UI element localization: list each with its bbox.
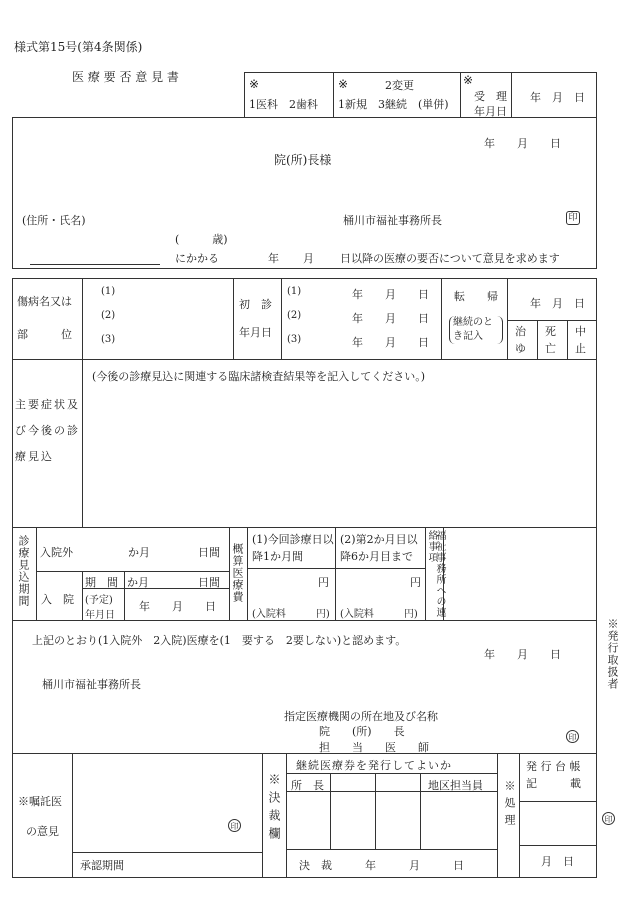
inpatient-days[interactable]: 日間 — [198, 576, 220, 589]
planned-label: (予定) — [85, 595, 113, 606]
ledger-label: 発 行 台 帳 — [526, 760, 581, 773]
outcome-date[interactable]: 年 月 日 — [530, 297, 585, 310]
cost-col-2-header: (2)第2か月目以降6か月目まで — [340, 533, 418, 563]
site-label: 部 位 — [17, 328, 72, 341]
visit-item-1: (1) — [287, 286, 302, 297]
institution-label: 指定医療機関の所在地及び名称 — [284, 710, 438, 723]
related-label: にかかる — [175, 252, 219, 265]
decision-label: ※決裁欄 — [267, 773, 281, 845]
received-label: 年月日 — [474, 105, 507, 118]
name-underline[interactable] — [30, 264, 160, 265]
inpatient-cost-2[interactable]: (入院料 円) — [340, 609, 418, 620]
doctor-seal: 印 — [566, 730, 579, 743]
issuer-seal: 印 — [566, 211, 580, 225]
received-date: 年 月 日 — [530, 91, 585, 104]
first-visit-label: 初 診 — [239, 298, 272, 311]
ledger-date[interactable]: 月 日 — [541, 855, 574, 868]
disease-label: 傷病名又は — [17, 295, 72, 308]
request-date: 年 月 日 — [484, 137, 561, 150]
form-number: 様式第15号(第4条関係) — [14, 40, 143, 54]
cost-col-1-yen[interactable]: 円 — [318, 576, 329, 589]
outcome-cured[interactable]: 治ゆ — [515, 325, 526, 355]
planned-label: 年月日 — [85, 610, 115, 621]
change-label: 2変更 — [385, 79, 414, 92]
outpatient-days[interactable]: 日間 — [198, 546, 220, 559]
outcome-note: 継続のとき記入 — [449, 316, 503, 344]
outpatient-months[interactable]: か月 — [128, 546, 150, 559]
first-visit-label: 年月日 — [239, 326, 272, 339]
visit-item-3: (3) — [287, 334, 302, 345]
stamp-cell[interactable] — [376, 792, 419, 848]
commission-seal: 印 — [228, 819, 241, 832]
commission-label: の意見 — [26, 825, 59, 838]
approval-date: 年 月 日 — [484, 648, 561, 661]
term-label: 期 間 — [85, 576, 118, 589]
director-col: 所 長 — [291, 779, 324, 792]
dept-options: 1医科 2歯科 — [249, 98, 318, 111]
outcome-died[interactable]: 死亡 — [545, 325, 556, 355]
diagnosis-section — [12, 278, 597, 360]
inpatient-months[interactable]: か月 — [127, 576, 149, 589]
processing-label: ※処理 — [503, 780, 516, 831]
district-staff-col: 地区担当員 — [428, 779, 483, 792]
disease-item-2[interactable]: (2) — [101, 310, 116, 321]
disease-item-3[interactable]: (3) — [101, 334, 116, 345]
request-text: 日以降の医療の要否について意見を求めます — [340, 252, 560, 265]
symptoms-label: 主要症状及び今後の診療見込 — [15, 398, 80, 463]
inpatient-label: 入 院 — [41, 593, 74, 606]
addressee: 院(所)長様 — [274, 153, 332, 167]
required-mark: ※ — [249, 77, 260, 91]
period-label: 診療見込期間 — [17, 535, 30, 607]
symptoms-input[interactable] — [84, 384, 594, 524]
director-stamp-cell[interactable] — [287, 792, 329, 848]
continue-question: 継続医療券を発行してよいか — [296, 759, 452, 772]
inpatient-cost-1[interactable]: (入院料 円) — [252, 609, 330, 620]
cost-col-1-header: (1)今回診療日以降1か月間 — [252, 533, 334, 563]
outpatient-label: 入院外 — [40, 546, 73, 559]
side-note: ※発行取扱者 — [606, 618, 619, 690]
address-name-label: (住所・氏名) — [22, 214, 86, 227]
director-label: 院 (所) 長 — [319, 725, 405, 738]
planned-date[interactable]: 年 月 日 — [139, 600, 216, 613]
visit-item-2: (2) — [287, 310, 302, 321]
commission-label: ※嘱託医 — [18, 795, 62, 808]
visit-date-3[interactable]: 年 月 日 — [352, 336, 429, 349]
cost-label: 概算医療費 — [231, 543, 244, 603]
visit-date-2[interactable]: 年 月 日 — [352, 312, 429, 325]
contact-input[interactable] — [462, 530, 594, 618]
year-label: 年 — [268, 252, 279, 265]
commission-opinion-input[interactable] — [74, 756, 260, 850]
outcome-label: 転 帰 — [454, 290, 498, 303]
doctor-label: 担 当 医 師 — [319, 741, 429, 754]
type-options: 1新規 3継続 (単併) — [338, 98, 449, 111]
required-mark: ※ — [463, 73, 474, 87]
decision-date[interactable]: 決 裁 年 月 日 — [299, 859, 464, 872]
approval-statement: 上記のとおり(1入院外 2入院)医療を(1 要する 2要しない)と認めます。 — [32, 634, 407, 647]
outcome-stopped[interactable]: 中止 — [575, 325, 586, 355]
side-seal: 印 — [602, 812, 615, 825]
form-title: 医 療 要 否 意 見 書 — [72, 70, 179, 84]
required-mark: ※ — [338, 77, 349, 91]
contact-label: 福祉事務所への連絡事項 — [426, 530, 445, 618]
issuer: 桶川市福祉事務所長 — [343, 214, 442, 227]
district-stamp-cell[interactable] — [421, 792, 496, 848]
disease-item-1[interactable]: (1) — [101, 286, 116, 297]
approval-issuer: 桶川市福祉事務所長 — [42, 678, 141, 691]
stamp-cell[interactable] — [331, 792, 374, 848]
ledger-label: 記 載 — [526, 777, 581, 790]
approval-period-label: 承認期間 — [80, 859, 124, 872]
age-field[interactable]: ( 歳) — [175, 233, 228, 246]
symptoms-note: (今後の診療見込に関連する臨床諸検査結果等を記入してください。) — [92, 370, 426, 383]
visit-date-1[interactable]: 年 月 日 — [352, 288, 429, 301]
cost-col-2-yen[interactable]: 円 — [410, 576, 421, 589]
month-label: 月 — [303, 252, 314, 265]
received-label: 受 理 — [474, 90, 507, 103]
